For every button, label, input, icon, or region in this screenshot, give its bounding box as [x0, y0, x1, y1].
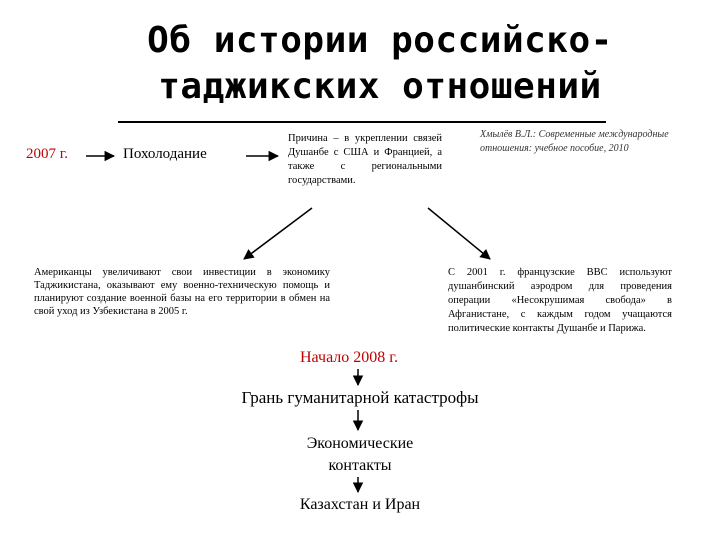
france-relations-text: С 2001 г. французские ВВС используют душанбинский аэродром для проведения операции «Несокрушимая свобода» в Афганистане, с каждым годом учащаются политические контакты Душанбе и Парижа. [448, 267, 672, 334]
usa-relations-text: Американцы увеличивают свои инвестиции в экономику Таджикистана, оказывают ему военно-техническую помощь и планируют создание военной базы на его территории в обмен на свой уход из Узбекистана в 2005 г. [34, 267, 330, 317]
page-title [100, 18, 660, 110]
citation-text: Хмылёв В.Л.: Современные международные отношения: учебное пособие, 2010 [480, 129, 669, 154]
arrow-reason-to-france [428, 208, 490, 259]
title-underline [118, 121, 606, 123]
economic-contacts-node [260, 433, 460, 477]
reason-text: Причина – в укреплении связей Душанбе с США и Францией, а также с региональными государствами. [288, 133, 442, 186]
humanitarian-catastrophe-node: Грань гуманитарной катастрофы [241, 388, 479, 407]
economic-contacts-line-2: контакты [328, 457, 392, 474]
economic-contacts-line-1: Экономические [306, 435, 414, 452]
title-line-1: Об истории российско- [147, 20, 613, 61]
year-2008-label: Начало 2008 г. [300, 349, 399, 366]
arrow-reason-to-usa [244, 208, 312, 259]
kazakhstan-iran-node: Казахстан и Иран [299, 496, 421, 513]
year-2007-label: 2007 г. [26, 146, 68, 162]
cooling-node: Похолодание [123, 146, 207, 162]
title-line-2: таджикских отношений [158, 66, 602, 107]
